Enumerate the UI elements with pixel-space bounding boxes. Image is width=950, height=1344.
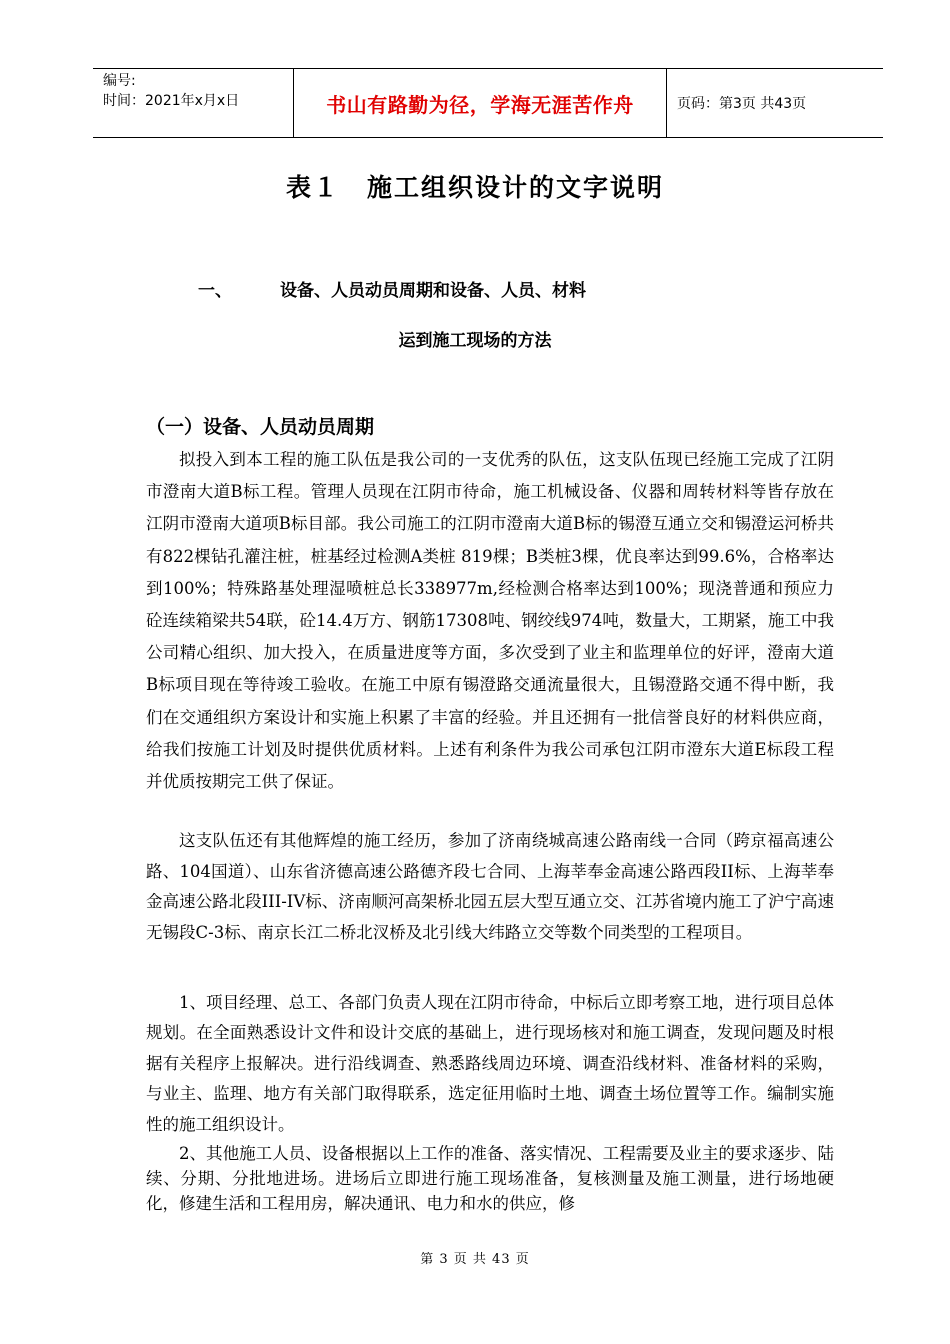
paragraph: 拟投入到本工程的施工队伍是我公司的一支优秀的队伍，这支队伍现已经施工完成了江阴市澄南大道B标工程。管理人员现在江阴市待命，施工机械设备、仪器和周转材料等皆存放在江阴市澄南大道项B标目部。我公司施工的江阴市澄南大道B标的锡澄互通立交和锡澄运河桥共有822棵钻孔灌注桩，桩基经过检测A类桩 819棵；B类桩3棵，优良率达到99.6%，合格率达到100%；特殊路基处理湿喷桩总长338977m,经检测合格率达到100%；现浇普通和预应力砼连续箱梁共54联，砼14.4万方、钢筋17308吨、钢绞线974吨，数量大，工期紧，施工中我公司精心组织、加大投入，在质量进度等方面，多次受到了业主和监理单位的好评，澄南大道B标项目现在等待竣工验收。在施工中原有锡澄路交通流量很大，且锡澄路交通不得中断，我们在交通组织方案设计和实施上积累了丰富的经验。并且还拥有一批信誉良好的材料供应商，给我们按施工计划及时提供优质材料。上述有利条件为我公司承包江阴市澄东大道E标段工程并优质按期完工供了保证。 xyxy=(146,450,834,792)
paragraph-block xyxy=(146,1141,834,1216)
paragraph: 这支队伍还有其他辉煌的施工经历，参加了济南绕城高速公路南线一合同（跨京福高速公路、104国道）、山东省济德高速公路德齐段七合同、上海莘奉金高速公路西段II标、上海莘奉金高速公路北段III-IV标、济南顺河高架桥北园五层大型互通立交、江苏省境内施工了沪宁高速无锡段C-3标、南京长江二桥北汊桥及北引线大纬路立交等数个同类型的工程项目。 xyxy=(146,831,834,942)
page-header xyxy=(93,68,883,138)
section-title-line2: 运到施工现场的方法 xyxy=(398,331,552,351)
section-number: 一、 xyxy=(198,281,232,301)
section-heading xyxy=(198,276,758,301)
paragraph: 1、项目经理、总工、各部门负责人现在江阴市待命，中标后立即考察工地，进行项目总体规划。在全面熟悉设计文件和设计交底的基础上，进行现场核对和施工调查，发现问题及时根据有关程序上报解决。进行沿线调查、熟悉路线周边环境、调查沿线材料、准备材料的采购，与业主、监理、地方有关部门取得联系，选定征用临时土地、调查土场位置等工作。编制实施性的施工组织设计。 xyxy=(146,993,834,1134)
paragraph-block xyxy=(146,444,834,798)
header-time: 时间：2021年x月x日 xyxy=(103,93,240,109)
paragraph: 2、其他施工人员、设备根据以上工作的准备、落实情况、工程需要及业主的要求逐步、陆续、分期、分批地进场。进场后立即进行施工现场准备，复核测量及施工测量，进行场地硬化，修建生活和工程用房，解决通讯、电力和水的供应，修 xyxy=(146,1144,834,1213)
header-meta xyxy=(93,69,294,137)
header-motto: 书山有路勤为径，学海无涯苦作舟 xyxy=(294,69,667,137)
page-footer: 第 3 页 共 43 页 xyxy=(420,1252,530,1267)
document-title: 表１ 施工组织设计的文字说明 xyxy=(285,173,664,202)
header-page-info: 页码：第3页 共43页 xyxy=(677,96,807,112)
section-title-line1: 设备、人员动员周期和设备、人员、材料 xyxy=(280,281,586,301)
paragraph-block xyxy=(146,826,834,948)
paragraph-block xyxy=(146,988,834,1140)
subsection-heading: （一）设备、人员动员周期 xyxy=(146,416,375,438)
doc-number-label: 编号: xyxy=(103,73,136,89)
